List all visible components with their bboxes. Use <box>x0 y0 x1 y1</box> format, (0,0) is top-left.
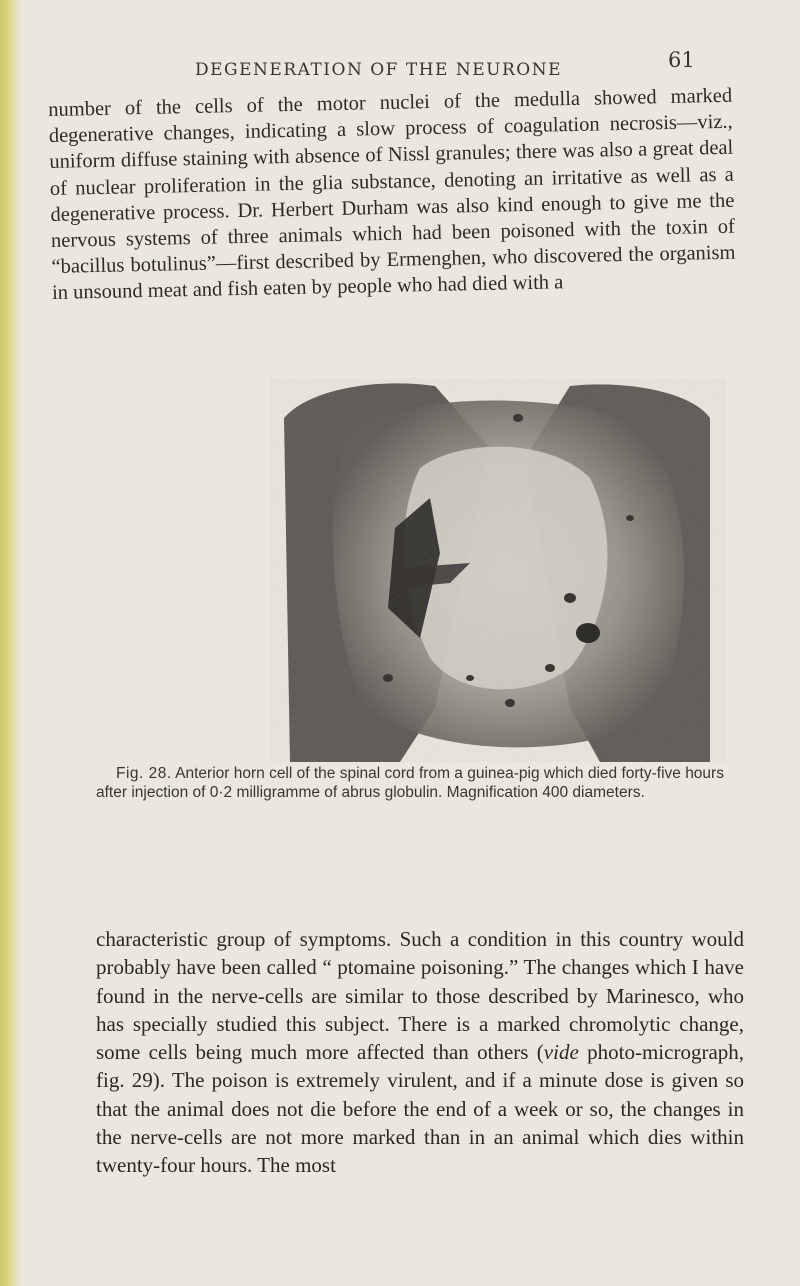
paragraph-2-italic: vide <box>543 1040 579 1065</box>
figure-photomicrograph <box>270 378 726 762</box>
paragraph-2-text <box>96 925 744 1180</box>
paragraph-2 <box>96 925 744 1180</box>
figure-caption <box>96 765 744 802</box>
paragraph-2-part-1: characteristic group of symptoms. Such a condition in this country would probably have been called “ ptomaine poisoning.” The changes which I have found in the nerve-cells are similar to those described by Marinesco, who has specially studied this subject. There is a marked chromolytic change, some cells being much more affected than others ( <box>96 927 744 1065</box>
caption-label: Fig. 28. <box>116 765 172 782</box>
page-number: 61 <box>668 48 695 72</box>
paragraph-1-text: number of the cells of the motor nuclei of the medulla showed marked degenerative changes, indicating a slow process of coagulation necrosis—viz., uniform diffuse staining with absence of Nissl granules; there was also a great deal of nuclear proliferation in the glia substance, denoting an irritative as well as a degenerative process. Dr. Herbert Durham was also kind enough to give me the nervous systems of three animals which had been poisoned with the toxin of “bacillus botulinus”—first described by Ermenghen, who discovered the organism in unsound meat and fish eaten by people who had died with a <box>48 84 736 305</box>
running-head: DEGENERATION OF THE NEURONE <box>195 60 562 80</box>
photomicrograph-image <box>270 378 726 762</box>
page-binding-edge <box>0 0 22 1286</box>
paragraph-2-part-2: photo-micrograph, fig. 29). The poison is extremely virulent, and if a minute dose is given so that the animal does not die before the end of a week or so, the changes in the nerve-cells are not more marked than in an animal which dies within twenty-four hours. The most <box>96 1040 745 1178</box>
caption-text: Anterior horn cell of the spinal cord from a guinea-pig which died forty-five hours after injection of 0·2 milligramme of abrus globulin. Magnification 400 diameters. <box>96 765 724 801</box>
paragraph-1 <box>48 83 736 307</box>
